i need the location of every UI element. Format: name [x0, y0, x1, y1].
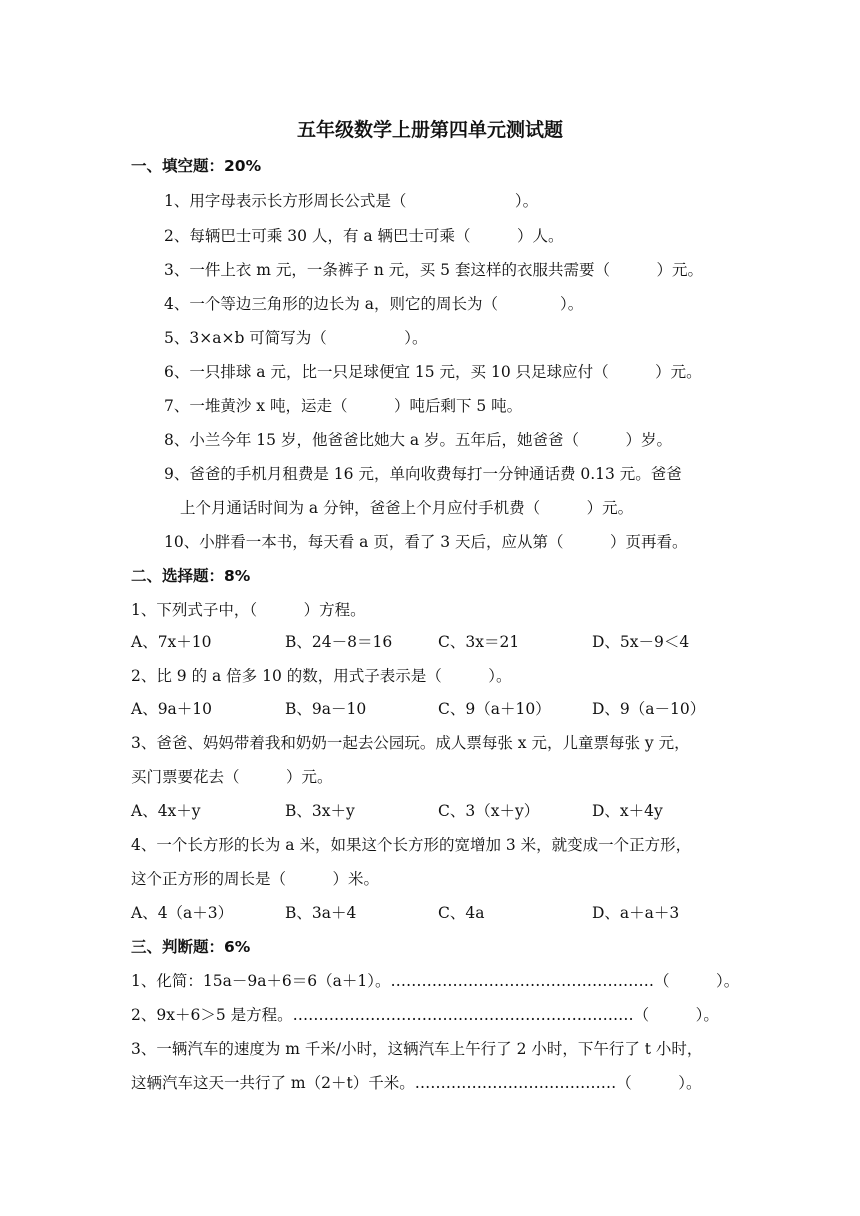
page-title: 五年级数学上册第四单元测试题 — [296, 119, 563, 141]
option-d: D、a＋a＋3 — [592, 904, 680, 922]
option-c: C、4a — [438, 904, 485, 922]
question-line: 2、比 9 的 a 倍多 10 的数，用式子表示是（ ）。 — [131, 667, 512, 685]
question-line: 6、一只排球 a 元，比一只足球便宜 15 元，买 10 只足球应付（ ）元。 — [164, 363, 702, 381]
question-line: 上个月通话时间为 a 分钟，爸爸上个月应付手机费（ ）元。 — [180, 499, 634, 517]
section-heading-fill: 一、填空题：20% — [131, 157, 262, 175]
option-d: D、5x－9＜4 — [592, 633, 690, 651]
question-line: 4、一个长方形的长为 a 米，如果这个长方形的宽增加 3 米，就变成一个正方形， — [131, 836, 692, 854]
option-b: B、3x＋y — [285, 802, 355, 820]
option-b: B、9a－10 — [285, 700, 367, 718]
section-heading-choice: 二、选择题：8% — [131, 567, 251, 585]
question-line: 5、3×a×b 可简写为（ ）。 — [164, 329, 428, 347]
question-line: 1、化简：15a－9a＋6＝6（a＋1）。……………………………………………（ ）。 — [131, 972, 740, 990]
question-line: 2、9x＋6＞5 是方程。…………………………………………………………（ ）。 — [131, 1006, 719, 1024]
question-line: 9、爸爸的手机月租费是 16 元，单向收费每打一分钟通话费 0.13 元。爸爸 — [164, 465, 682, 483]
question-line: 这个正方形的周长是（ ）米。 — [131, 870, 380, 888]
question-line: 3、一辆汽车的速度为 m 千米/小时，这辆汽车上午行了 2 小时，下午行了 t 小时， — [131, 1040, 703, 1058]
question-line: 1、用字母表示长方形周长公式是（ ）。 — [164, 192, 539, 210]
option-c: C、3（x＋y） — [438, 802, 540, 820]
option-b: B、3a＋4 — [285, 904, 357, 922]
option-a: A、4（a＋3） — [131, 904, 234, 922]
option-d: D、9（a－10） — [592, 700, 706, 718]
question-line: 买门票要花去（ ）元。 — [131, 768, 333, 786]
question-line: 3、一件上衣 m 元，一条裤子 n 元，买 5 套这样的衣服共需要（ ）元。 — [164, 261, 703, 279]
question-line: 2、每辆巴士可乘 30 人，有 a 辆巴士可乘（ ）人。 — [164, 227, 564, 245]
question-line: 这辆汽车这天一共行了 m（2＋t）千米。…………………………………（ ）。 — [131, 1074, 702, 1092]
option-a: A、4x＋y — [131, 802, 201, 820]
question-line: 8、小兰今年 15 岁，他爸爸比她大 a 岁。五年后，她爸爸（ ）岁。 — [164, 431, 673, 449]
option-b: B、24－8＝16 — [285, 633, 393, 651]
question-line: 1、下列式子中，（ ）方程。 — [131, 601, 366, 619]
question-line: 3、爸爸、妈妈带着我和奶奶一起去公园玩。成人票每张 x 元，儿童票每张 y 元， — [131, 734, 690, 752]
option-c: C、9（a＋10） — [438, 700, 551, 718]
option-a: A、9a＋10 — [131, 700, 213, 718]
option-c: C、3x＝21 — [438, 633, 520, 651]
question-line: 7、一堆黄沙 x 吨，运走（ ）吨后剩下 5 吨。 — [164, 397, 523, 415]
section-heading-judge: 三、判断题：6% — [131, 938, 251, 956]
question-line: 10、小胖看一本书，每天看 a 页，看了 3 天后，应从第（ ）页再看。 — [164, 533, 688, 551]
question-line: 4、一个等边三角形的边长为 a，则它的周长为（ ）。 — [164, 295, 584, 313]
option-d: D、x＋4y — [592, 802, 663, 820]
option-a: A、7x＋10 — [131, 633, 212, 651]
